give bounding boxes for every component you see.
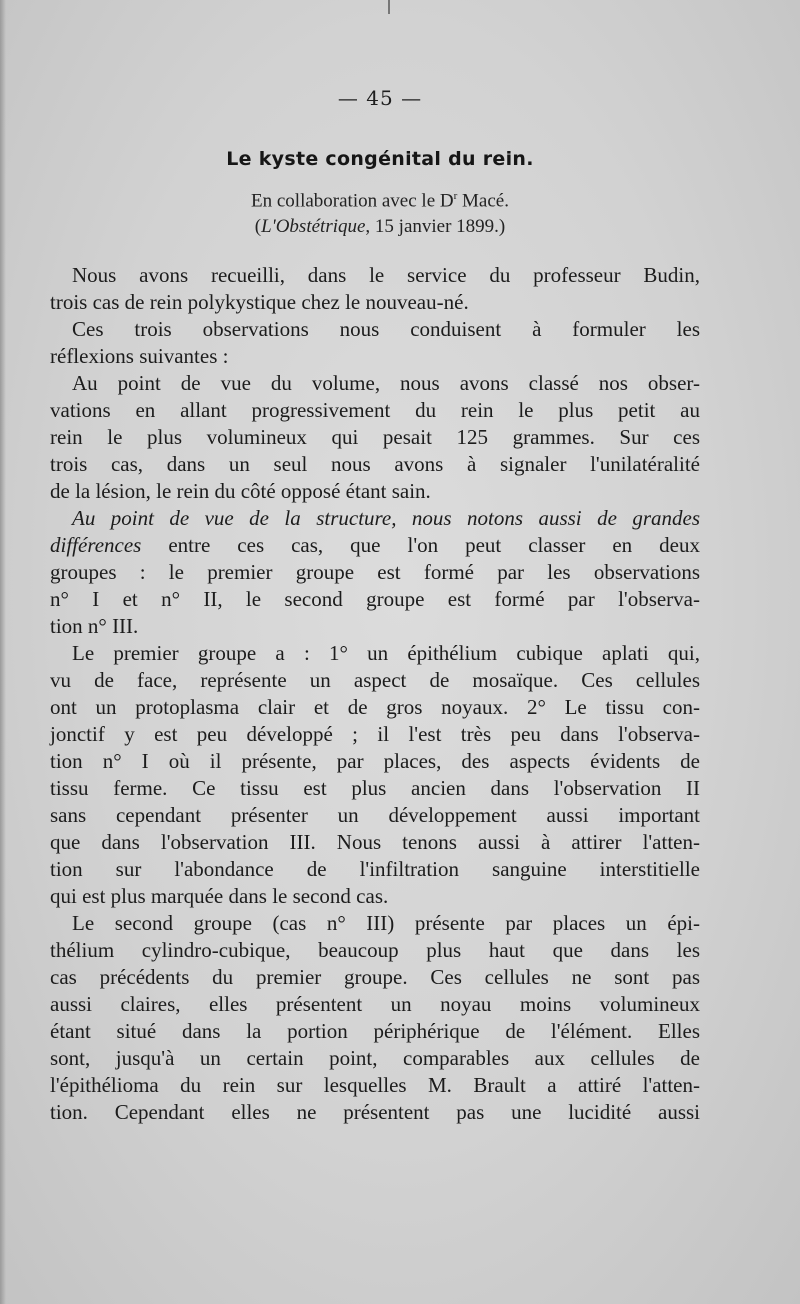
text-line: jonctif y est peu développé ; il l'est très peu dans l'observa- [50, 722, 700, 746]
citation-date: , 15 janvier 1899.) [365, 216, 506, 237]
text-line: l'épithélioma du rein sur lesquelles M. Brault a attiré l'atten- [50, 1073, 700, 1097]
text-line: sont, jusqu'à un certain point, comparables aux cellules de [50, 1046, 700, 1070]
text-line: tion n° III. [50, 614, 139, 638]
text-line-mixed [50, 532, 700, 559]
citation-journal: L'Obstétrique [261, 216, 366, 237]
text-line: aussi claires, elles présentent un noyau moins volumineux [50, 992, 700, 1016]
roman-phrase: entre ces cas, que l'on peut classer en deux [141, 533, 700, 557]
text-line-italic: Au point de vue de la structure, nous notons aussi de grandes [72, 506, 700, 530]
text-line: trois cas de rein polykystique chez le nouveau-né. [50, 290, 469, 314]
page-number: — 45 — [337, 86, 423, 110]
text-line: Le premier groupe a : 1° un épithélium cubique aplati qui, [72, 641, 700, 665]
text-line: cas précédents du premier groupe. Ces cellules ne sont pas [50, 965, 700, 989]
text-line: vu de face, représente un aspect de mosaïque. Ces cellules [50, 668, 700, 692]
text-line: trois cas, dans un seul nous avons à signaler l'unilatéralité [50, 452, 700, 476]
text-line: thélium cylindro-cubique, beaucoup plus haut que dans les [50, 938, 700, 962]
citation [0, 216, 760, 238]
text-line: sans cependant présenter un développement aussi important [50, 803, 700, 827]
text-line: tion. Cependant elles ne présentent pas une lucidité aussi [50, 1100, 700, 1124]
doctor-abbrev-superscript: r [453, 190, 458, 202]
collaborator-name: Macé. [457, 190, 509, 212]
text-line: étant situé dans la portion périphérique de l'élément. Elles [50, 1019, 700, 1043]
text-line: Au point de vue du volume, nous avons classé nos obser- [72, 371, 700, 395]
text-line: groupes : le premier groupe est formé par les observations [50, 560, 700, 584]
text-line: réflexions suivantes : [50, 344, 229, 368]
text-line: Le second groupe (cas n° III) présente par places un épi- [72, 911, 700, 935]
collaboration-note [0, 190, 760, 212]
text-line: rein le plus volumineux qui pesait 125 grammes. Sur ces [50, 425, 700, 449]
text-line: qui est plus marquée dans le second cas. [50, 884, 389, 908]
article-title: Le kyste congénital du rein. [226, 148, 534, 170]
text-line: que dans l'observation III. Nous tenons aussi à attirer l'atten- [50, 830, 700, 854]
text-line: tissu ferme. Ce tissu est plus ancien dans l'observation II [50, 776, 700, 800]
citation-open: ( [254, 216, 262, 237]
collaboration-text: En collaboration avec le D [251, 190, 454, 212]
text-line: ont un protoplasma clair et de gros noyaux. 2° Le tissu con- [50, 695, 700, 719]
scan-artifact-mark [388, 0, 390, 14]
text-line: Ces trois observations nous conduisent à formuler les [72, 317, 700, 341]
italic-phrase: différences [50, 533, 142, 557]
text-line: Nous avons recueilli, dans le service du professeur Budin, [72, 263, 700, 287]
text-line: de la lésion, le rein du côté opposé étant sain. [50, 479, 431, 503]
article-body [50, 262, 700, 1126]
text-line: vations en allant progressivement du rein le plus petit au [50, 398, 700, 422]
text-line: n° I et n° II, le second groupe est formé par l'observa- [50, 587, 700, 611]
text-line: tion sur l'abondance de l'infiltration sanguine interstitielle [50, 857, 700, 881]
text-line: tion n° I où il présente, par places, des aspects évidents de [50, 749, 700, 773]
